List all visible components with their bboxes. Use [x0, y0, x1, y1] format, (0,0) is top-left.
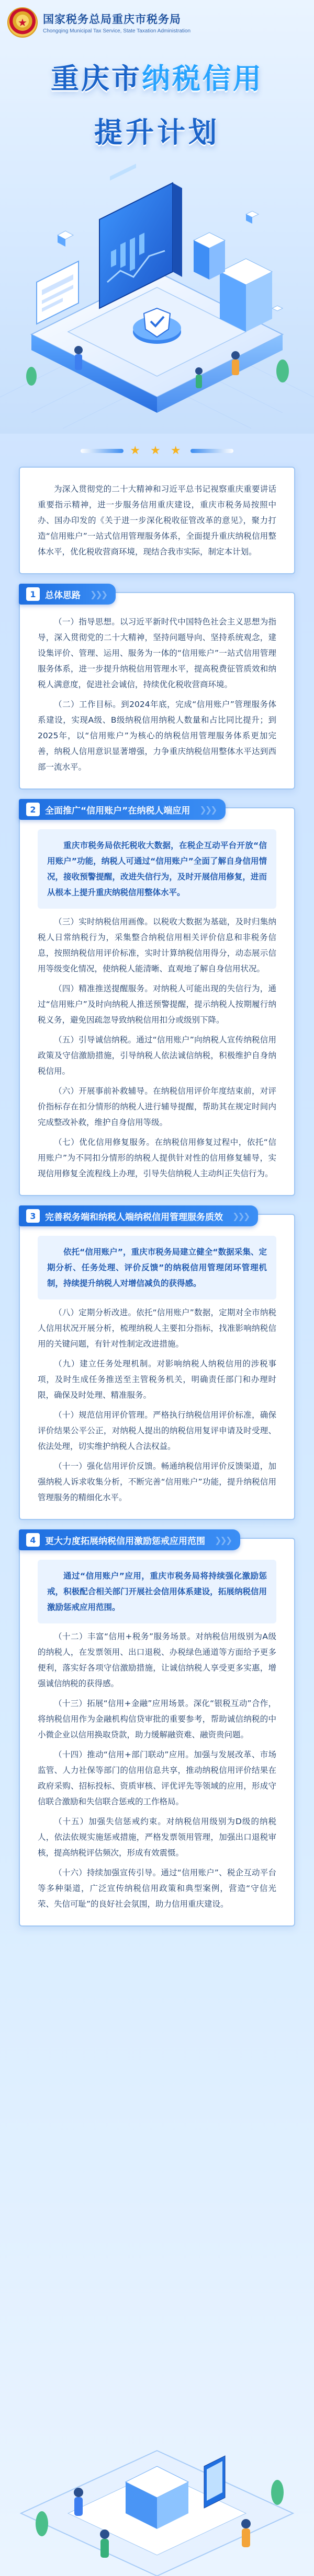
title-line-1: 重庆市纳税信用	[51, 62, 263, 95]
section-paragraph: （十六）持续加强宣传引导。通过“信用账户”、税企互动平台等多种渠道，广泛宣传纳税信用政策和典型案例，营造“守信光荣、失信可耻”的良好社会氛围，助力信用重庆建设。	[38, 1868, 276, 1909]
intro-text: 为深入贯彻党的二十大精神和习近平总书记视察重庆重要讲话重要指示精神，进一步服务信用重庆建设，重庆市税务局按照中办、国办印发的《关于进一步深化税收征管改革的意见》，聚力打造“信用账户”一站式信用管理服务体系，全面提升重庆纳税信用整体水平，优化税收营商环境，现结合我市实际，制定本计划。	[38, 484, 276, 556]
page-title	[0, 56, 314, 150]
sections	[0, 589, 314, 1927]
section-paragraph: （五）引导诚信纳税。通过“信用账户”向纳税人宣传纳税信用政策及守信激励措施，引导纳税人依法诚信纳税，积极维护自身纳税信用。	[38, 1035, 276, 1076]
title-line-2: 提升计划	[94, 116, 220, 149]
intro-card	[19, 467, 295, 574]
section-lead-box	[38, 1236, 276, 1299]
section-number: 4	[26, 1533, 40, 1547]
section-lead-box	[38, 1560, 276, 1623]
section-title: 全面推广“信用账户”在纳税人端应用	[45, 805, 190, 816]
section-3	[0, 1211, 314, 1520]
chevrons-icon: ❯❯❯	[232, 1211, 249, 1221]
section-card	[19, 589, 295, 790]
section-paragraph: （九）建立任务处理机制。对影响纳税人纳税信用的涉税事项，及时生成任务推送至主管税务机关，明确责任部门和办理时限，确保及时处理、精准服务。	[38, 1359, 276, 1400]
org-name-cn: 国家税务总局重庆市税务局	[43, 13, 181, 26]
section-card	[19, 1535, 295, 1927]
section-title: 总体思路	[45, 590, 81, 601]
section-paragraph: （八）定期分析改进。依托“信用账户”数据，定期对全市纳税人信用状况开展分析，梳理纳税人主要扣分指标，找准影响纳税信用的关键问题，有针对性制定改进措施。	[38, 1308, 276, 1349]
section-paragraph: （三）实时纳税信用画像。以税收大数据为基础，及时归集纳税人日常纳税行为，采集整合纳税信用相关评价信息和非税务信息，按照纳税信用评价标准，实时计算纳税信用得分，动态展示信用等级变化情况，使纳税人能清晰、直观地了解自身信用状况。	[38, 917, 276, 973]
section-paragraph: （十四）推动“信用+部门联动”应用。加强与发展改革、市场监管、人力社保等部门的信用信息共享，推动纳税信用评价结果在政府采购、招标投标、资质审核、评优评先等领域的应用，形成守信联合激励和失信联合惩戒的工作格局。	[38, 1750, 276, 1806]
section-lead-box	[38, 829, 276, 909]
section-lead: 重庆市税务局依托税收大数据，在税企互动平台开放“信用账户”功能，纳税人可通过“信用账户”全面了解自身信用情况，接收预警提醒，改进失信行为，及时开展信用修复，进而从根本上提升重庆纳税信用整体水平。	[47, 841, 267, 897]
section-heading	[19, 1529, 240, 1550]
section-1	[0, 589, 314, 790]
org-name-en: Chongqing Municipal Tax Service, State Taxation Administration	[43, 28, 191, 34]
section-card	[19, 804, 295, 1196]
site-header	[7, 7, 190, 38]
section-4	[0, 1535, 314, 1927]
section-lead: 通过“信用账户”应用，重庆市税务局将持续强化激励惩戒，积极配合相关部门开展社会信用体系建设，拓展纳税信用激励惩戒应用范围。	[47, 1571, 267, 1612]
section-paragraph: （十五）加强失信惩戒约束。对纳税信用级别为D级的纳税人，依法依规实施惩戒措施，严格发票领用管理，加强出口退税审核，提高纳税评估频次，形成有效震慑。	[38, 1817, 276, 1858]
separator	[0, 444, 314, 457]
chevrons-icon: ❯❯❯	[215, 1535, 231, 1545]
section-paragraph: （十三）拓展“信用+金融”应用场景。深化“银税互动”合作，将纳税信用作为金融机构信贷审批的重要参考，帮助诚信纳税的中小微企业以信用换取贷款，助力缓解融资难、融资贵问题。	[38, 1699, 276, 1739]
section-title: 完善税务端和纳税人端纳税信用管理服务质效	[45, 1212, 223, 1223]
section-paragraph: （十二）丰富“信用+税务”服务场景。对纳税信用级别为A级的纳税人，在发票领用、出口退税、办税绿色通道等方面给予更多便利，落实好各项守信激励措施，让诚信纳税人享受更多实惠，增强诚信纳税的获得感。	[38, 1632, 276, 1688]
section-paragraph: （四）精准推送提醒服务。对纳税人可能出现的失信行为，通过“信用账户”及时向纳税人推送预警提醒，提示纳税人按期履行纳税义务，避免因疏忽导致纳税信用扣分或级别下降。	[38, 984, 276, 1025]
section-title: 更大力度拓展纳税信用激励惩戒应用范围	[45, 1536, 205, 1547]
section-paragraph: （二）工作目标。到2024年底，完成“信用账户”管理服务体系建设，实现A级、B级纳税信用纳税人数量和占比同比提升；到2025年，以“信用账户”为核心的纳税信用管理服务体系更加完善，纳税人信用意识显著增强，力争重庆纳税信用整体水平达到西部一流水平。	[38, 700, 276, 772]
section-2	[0, 804, 314, 1196]
section-number: 2	[26, 803, 40, 816]
section-heading	[19, 1205, 258, 1226]
stars-icon: ★ ★ ★	[130, 444, 184, 457]
section-paragraph: （六）开展事前补救辅导。在纳税信用评价年度结束前，对评价指标存在扣分情形的纳税人进行辅导提醒，帮助其在规定时间内完成整改补救，维护自身信用等级。	[38, 1086, 276, 1127]
section-number: 1	[26, 587, 40, 601]
section-number: 3	[26, 1209, 40, 1223]
hero-banner	[0, 0, 314, 434]
section-paragraph: （十一）强化信用评价反馈。畅通纳税信用评价反馈渠道，加强纳税人诉求收集分析，不断完善“信用账户”功能，提升纳税信用管理服务的精细化水平。	[38, 1461, 276, 1502]
section-heading	[19, 584, 116, 605]
section-paragraph: （十）规范信用评价管理。严格执行纳税信用评价标准，确保评价结果公平公正，对纳税人提出的纳税信用复评申请及时受理、依法处理，切实维护纳税人合法权益。	[38, 1410, 276, 1451]
org-name	[43, 11, 190, 34]
section-lead: 依托“信用账户”，重庆市税务局建立健全“数据采集、定期分析、任务处理、评价反馈”的纳税信用管理闭环管理机制，持续提升纳税人对增信减负的获得感。	[47, 1247, 267, 1288]
chevrons-icon: ❯❯❯	[90, 589, 107, 599]
section-card	[19, 1211, 295, 1520]
tax-emblem-icon: ★	[7, 7, 38, 38]
section-heading	[19, 799, 226, 820]
section-paragraph: （七）优化信用修复服务。在纳税信用修复过程中，依托“信用账户”为不同扣分情形的纳税人提供针对性的信用修复辅导，实现信用修复全流程线上办理，引导失信纳税人主动纠正失信行为。	[38, 1138, 276, 1178]
footer-illustration	[0, 2404, 314, 2576]
hero-illustration	[0, 152, 314, 428]
chevrons-icon: ❯❯❯	[199, 804, 216, 815]
section-paragraph: （一）指导思想。以习近平新时代中国特色社会主义思想为指导，深入贯彻党的二十大精神，坚持问题导向、坚持系统观念，建设集评价、管理、运用、服务为一体的“信用账户”一站式信用管理服务体系，进一步提升纳税信用管理水平，提高税费征管质效和纳税人满意度，促进社会诚信，持续优化税收营商环境。	[38, 617, 276, 689]
